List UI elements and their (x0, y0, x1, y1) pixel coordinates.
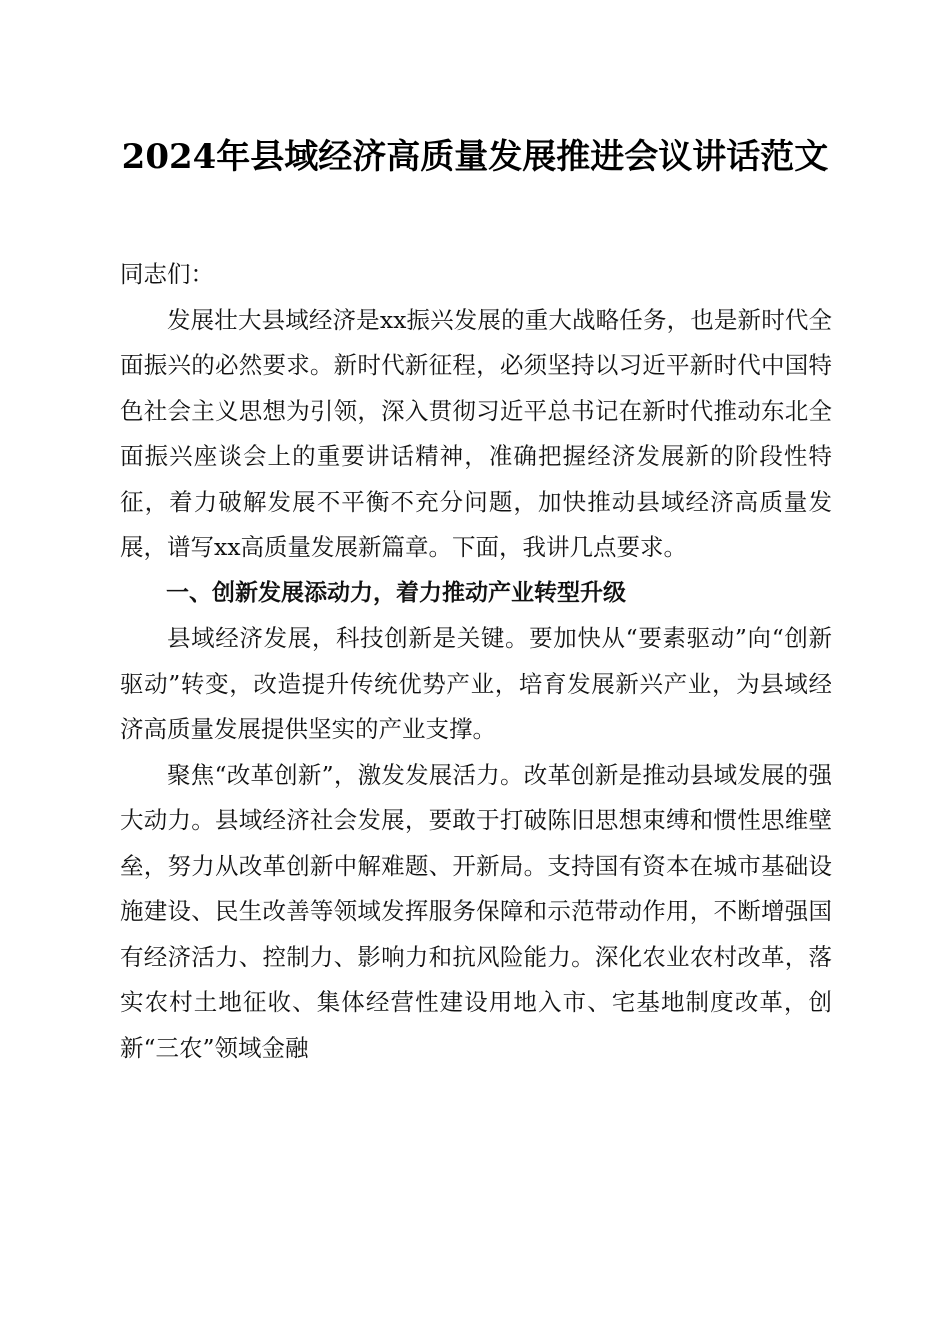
salutation: 同志们： (120, 260, 214, 288)
section-heading: 一、创新发展添动力，着力推动产业转型升级 (166, 579, 626, 606)
intro-paragraph: 发展壮大县域经济是xx振兴发展的重大战略任务，也是新时代全面振兴的必然要求。新时代新征程，必须坚持以习近平新时代中国特色社会主义思想为引领，深入贯彻习近平总书记在新时代推动东北全面振兴座谈会上的重要讲话精神，准确把握经济发展新的阶段性特征，着力破解发展不平衡不充分问题，加快推动县域经济高质量发展，谱写xx高质量发展新篇章。下面，我讲几点要求。 (120, 305, 832, 561)
section-paragraph: 聚焦“改革创新”，激发发展活力。改革创新是推动县域发展的强大动力。县域经济社会发展，要敢于打破陈旧思想束缚和惯性思维壁垒，努力从改革创新中解难题、开新局。支持国有资本在城市基础设施建设、民生改善等领域发挥服务保障和示范带动作用，不断增强国有经济活力、控制力、影响力和抗风险能力。深化农业农村改革，落实农村土地征收、集体经营性建设用地入市、宅基地制度改革，创新“三农”领域金融 (120, 760, 832, 1062)
document-body (120, 252, 832, 1071)
document-title: 2024年县域经济高质量发展推进会议讲话范文 (121, 137, 829, 177)
section-paragraph: 县域经济发展，科技创新是关键。要加快从“要素驱动”向“创新驱动”转变，改造提升传统优势产业，培育发展新兴产业，为县域经济高质量发展提供坚实的产业支撑。 (120, 624, 832, 743)
